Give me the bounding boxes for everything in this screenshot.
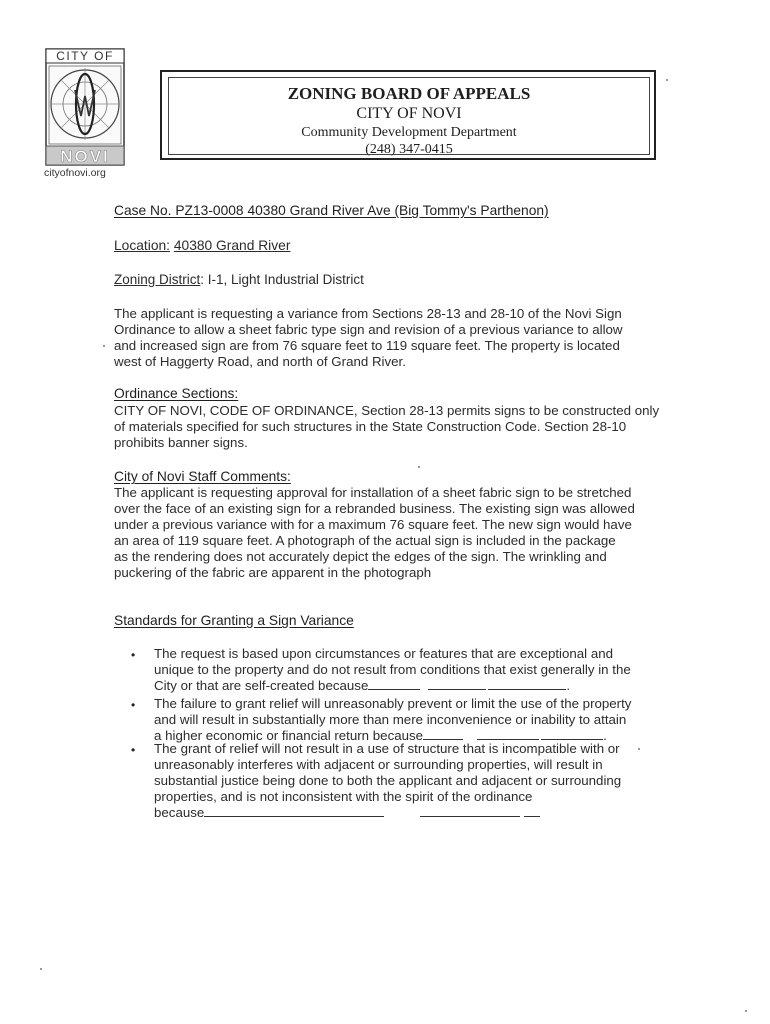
standard-item-3 [154,741,621,821]
bullet-marker: • [131,698,136,712]
answer-blank [488,678,566,690]
city-of-novi-logo [45,48,125,166]
ordinance-line: CITY OF NOVI, CODE OF ORDINANCE, Section 28-13 permits signs to be constructed only [114,403,660,418]
location-value: 40380 Grand River [173,238,291,253]
standard-line: The request is based upon circumstances or features that are exceptional and [154,646,614,661]
intro-line: and increased sign are from 76 square feet to 119 square feet. The property is located [114,338,620,353]
standard-line-end: . [566,678,571,693]
standard-line: unique to the property and do not result from conditions that exist generally in the [154,662,631,677]
header-phone: (248) 347-0415 [365,142,453,157]
scan-speck [638,748,640,750]
location-label: Location: [114,238,170,253]
scan-speck [418,466,420,468]
ordinance-heading: Ordinance Sections: [114,386,239,401]
standard-line [154,678,631,694]
standard-line-text: because [154,805,205,820]
staff-line: under a previous variance with for a maximum 76 square feet. The new sign would have [114,517,632,532]
intro-line: west of Haggerty Road, and north of Grand River. [114,354,406,369]
bullet-marker: • [131,743,136,757]
standard-line: The failure to grant relief will unreasonably prevent or limit the use of the property [154,696,632,711]
ordinance-line: prohibits banner signs. [114,435,248,450]
standard-line-text: a higher economic or financial return because [154,728,424,743]
staff-line: as the rendering does not accurately depict the edges of the sign. The wrinkling and [114,549,607,564]
logo-caption: cityofnovi.org [44,167,106,179]
standard-line: unreasonably interferes with adjacent or surrounding properties, will result in [154,757,603,772]
intro-line: The applicant is requesting a variance from Sections 28-13 and 28-10 of the Novi Sign [114,306,622,321]
standard-line: properties, and is not inconsistent with the spirit of the ordinance [154,789,533,804]
header-box [160,70,656,160]
zoning-line [114,272,364,288]
zoning-label: Zoning District [114,272,201,287]
header-inner-frame [168,77,650,155]
zoning-value: : I-1, Light Industrial District [200,272,364,287]
standard-line-text: City or that are self-created because [154,678,369,693]
intro-paragraph [114,306,623,370]
standard-line-end: . [603,728,607,743]
standard-line: substantial justice being done to both the applicant and adjacent or surrounding [154,773,622,788]
staff-line: puckering of the fabric are apparent in the photograph [114,565,432,580]
answer-blank [524,805,540,817]
standards-heading: Standards for Granting a Sign Variance [114,613,354,628]
bullet-marker: • [131,648,136,662]
scan-speck [745,1010,747,1012]
answer-blank [420,805,520,817]
staff-line: The applicant is requesting approval for installation of a sheet fabric sign to be stretched [114,485,632,500]
staff-line: over the face of an existing sign for a rebranded business. The existing sign was allowed [114,501,635,516]
header-title: ZONING BOARD OF APPEALS [287,84,531,103]
answer-blank [541,728,603,740]
standard-item-1 [154,646,631,694]
case-number: Case No. PZ13-0008 40380 Grand River Ave (Big Tommy's Parthenon) [114,203,549,218]
answer-blank [368,678,420,690]
scan-speck [103,345,105,347]
scan-speck [666,79,668,81]
intro-line: Ordinance to allow a sheet fabric type sign and revision of a previous variance to allow [114,322,623,337]
answer-blank [477,728,539,740]
answer-blank [428,678,486,690]
logo-bottom-text: NOVI [60,147,110,166]
standard-item-2 [154,696,631,744]
ordinance-line: of materials specified for such structures in the State Construction Code. Section 28-10 [114,419,627,434]
staff-comments-heading: City of Novi Staff Comments: [114,469,291,484]
answer-blank [204,805,324,817]
answer-blank [324,805,384,817]
staff-line: an area of 119 square feet. A photograph of the actual sign is included in the package [114,533,616,548]
location-line [114,238,290,254]
standard-line [154,805,621,821]
answer-blank [423,728,463,740]
header-city: CITY OF NOVI [356,105,462,122]
ordinance-paragraph [114,403,659,451]
standard-line: The grant of relief will not result in a use of structure that is incompatible with or [154,741,620,756]
standard-line: and will result in substantially more than mere inconvenience or inability to attain [154,712,627,727]
scan-speck [40,968,42,970]
header-department: Community Development Department [301,125,517,140]
logo-top-text: CITY OF [56,49,114,63]
staff-comments-paragraph [114,485,635,581]
